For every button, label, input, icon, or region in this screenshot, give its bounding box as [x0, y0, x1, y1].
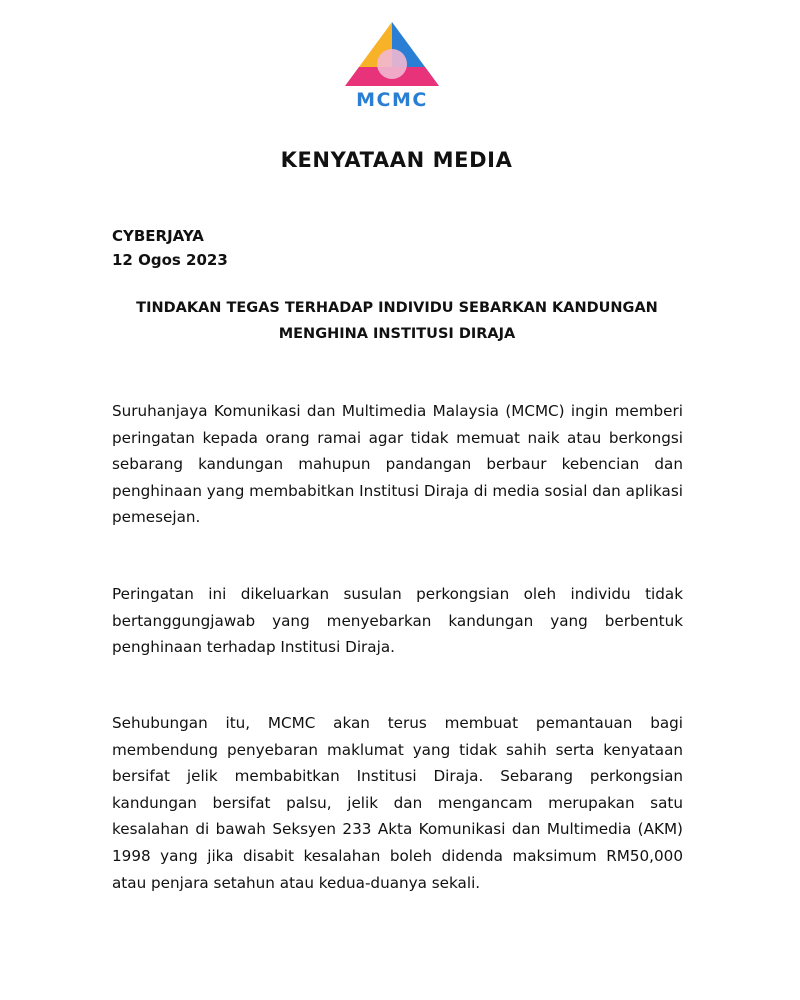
dateline-place: CYBERJAYA: [112, 227, 204, 245]
headline-line-1: TINDAKAN TEGAS TERHADAP INDIVIDU SEBARKAN KANDUNGAN: [136, 300, 658, 316]
mcmc-logo: [337, 20, 447, 110]
paragraph-1: Suruhanjaya Komunikasi dan Multimedia Malaysia (MCMC) ingin memberi peringatan kepada orang ramai agar tidak memuat naik atau berkongsi sebarang kandungan mahupun pandangan berbaur kebencian dan penghinaan yang membabitkan Institusi Diraja di media sosial dan aplikasi pemesejan.: [112, 402, 683, 527]
mcmc-logo-graphic: [337, 20, 447, 110]
logo-circle: [377, 49, 407, 79]
dateline-date: 12 Ogos 2023: [112, 251, 228, 269]
page-title: KENYATAAN MEDIA: [280, 148, 513, 172]
headline: [112, 295, 682, 347]
dateline: [112, 224, 228, 272]
headline-line-2: MENGHINA INSTITUSI DIRAJA: [278, 326, 516, 342]
logo-text: MCMC: [356, 89, 428, 110]
paragraph-3: Sehubungan itu, MCMC akan terus membuat pemantauan bagi membendung penyebaran maklumat yang tidak sahih serta kenyataan bersifat jelik membabitkan Institusi Diraja. Sebarang perkongsian kandungan bersifat palsu, jelik dan mengancam merupakan satu kesalahan di bawah Seksyen 233 Akta Komunikasi dan Multimedia (AKM) 1998 yang jika disabit kesalahan boleh didenda maksimum RM50,000 atau penjara setahun atau kedua-duanya sekali.: [112, 714, 683, 892]
paragraph-2: Peringatan ini dikeluarkan susulan perkongsian oleh individu tidak bertanggungjawab yang menyebarkan kandungan yang berbentuk penghinaan terhadap Institusi Diraja.: [112, 585, 683, 657]
